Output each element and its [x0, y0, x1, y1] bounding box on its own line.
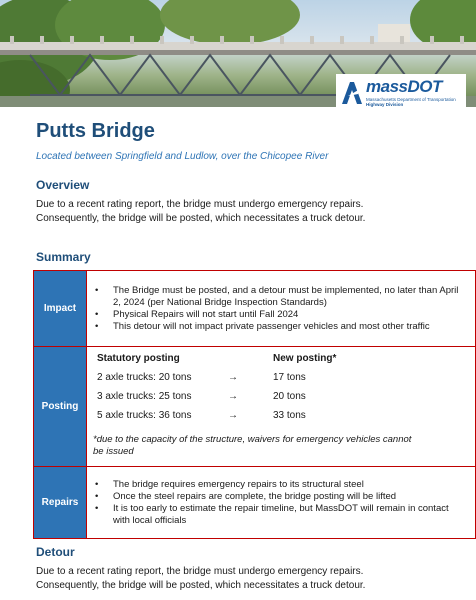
arrow-icon: → [228, 391, 238, 402]
posting-grid [93, 353, 467, 460]
detour-heading: Detour [36, 545, 75, 559]
posting-row [34, 347, 476, 467]
repairs-content [87, 467, 476, 539]
impact-row [34, 271, 476, 347]
logo-text: massDOT [366, 77, 442, 96]
list-item: • Physical Repairs will not start until Fall 2024 [93, 309, 467, 321]
logo-subtitle: Massachusetts Department of Transportation Highway Division [366, 97, 456, 107]
massdot-logo [336, 74, 466, 114]
repairs-list [93, 479, 467, 527]
statutory-posting-heading: Statutory posting [97, 353, 180, 364]
page-title: Putts Bridge [36, 120, 155, 142]
impact-content [87, 271, 476, 347]
list-item: • The bridge requires emergency repairs to its structural steel [93, 479, 467, 491]
posting-note: *due to the capacity of the structure, waivers for emergency vehicles cannot be issued [93, 434, 412, 457]
list-item: • Once the steel repairs are complete, the bridge posting will be lifted [93, 491, 467, 503]
new-row-2: 20 tons [273, 391, 306, 402]
repairs-row [34, 467, 476, 539]
page-subtitle: Located between Springfield and Ludlow, over the Chicopee River [36, 151, 329, 162]
detour-text: Due to a recent rating report, the bridge must undergo emergency repairs. Consequently, the bridge will be posted, which necessitates a truck detour. [36, 566, 366, 591]
repairs-label: Repairs [34, 467, 87, 539]
overview-text: Due to a recent rating report, the bridge must undergo emergency repairs. Consequently, the bridge will be posted, which necessitates a truck detour. [36, 199, 366, 224]
massdot-logo-icon [340, 80, 364, 106]
list-item: • This detour will not impact private passenger vehicles and most other traffic [93, 321, 467, 333]
statutory-row-1: 2 axle trucks: 20 tons [97, 372, 192, 383]
overview-heading: Overview [36, 178, 90, 192]
new-posting-heading: New posting* [273, 353, 337, 364]
summary-heading: Summary [36, 250, 91, 264]
arrow-icon: → [228, 410, 238, 421]
list-item: • It is too early to estimate the repair timeline, but MassDOT will remain in contact with local officials [93, 503, 467, 527]
statutory-row-2: 3 axle trucks: 25 tons [97, 391, 192, 402]
new-row-1: 17 tons [273, 372, 306, 383]
impact-label: Impact [34, 271, 87, 347]
posting-label: Posting [34, 347, 87, 467]
impact-list [93, 285, 467, 333]
arrow-icon: → [228, 372, 238, 383]
summary-table [33, 270, 476, 539]
statutory-row-3: 5 axle trucks: 36 tons [97, 410, 192, 421]
posting-content [87, 347, 476, 467]
list-item: • The Bridge must be posted, and a detour must be implemented, no later than April 2, 2024 (per National Bridge Inspection Standards) [93, 285, 467, 309]
new-row-3: 33 tons [273, 410, 306, 421]
